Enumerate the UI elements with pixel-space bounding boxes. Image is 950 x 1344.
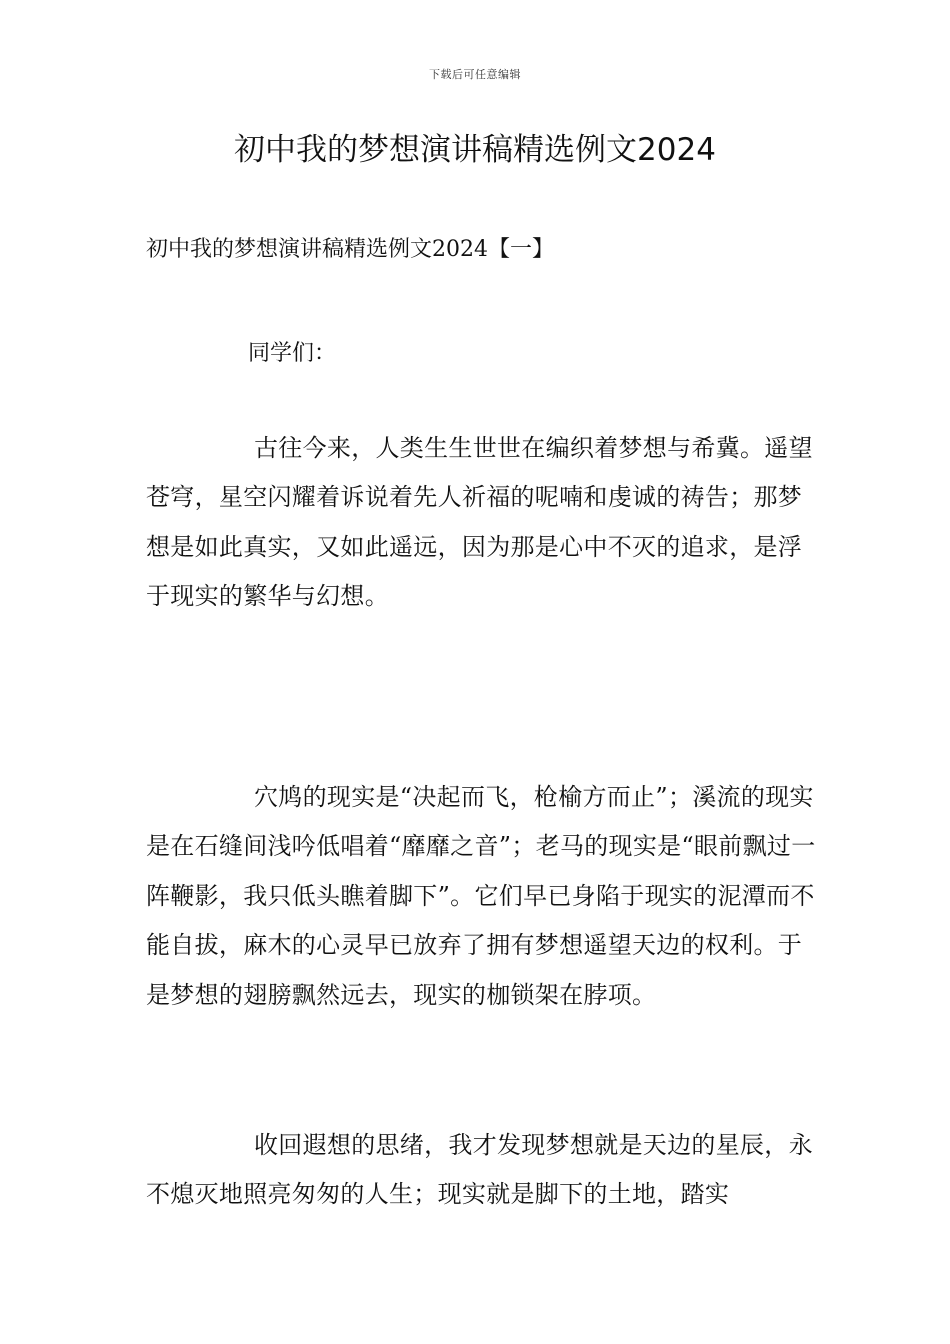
greeting-line: 同学们： [248, 341, 337, 366]
document-title: 初中我的梦想演讲稿精选例文2024 [234, 132, 716, 168]
section-subheading: 初中我的梦想演讲稿精选例文2024【一】 [146, 237, 554, 262]
paragraph-2: 穴鸠的现实是“决起而飞，枪榆方而止”；溪流的现实是在石缝间浅吟低唱着“靡靡之音”；老马的现实是“眼前飘过一阵鞭影，我只低头瞧着脚下”。它们早已身陷于现实的泥潭而不能自拔，麻木的心灵早已放弃了拥有梦想遥望天边的权利。于是梦想的翅膀飘然远去，现实的枷锁架在脖项。 [146, 783, 816, 1009]
page-header-note: 下载后可任意编辑 [429, 68, 521, 81]
paragraph-1: 古往今来，人类生生世世在编织着梦想与希冀。遥望苍穹，星空闪耀着诉说着先人祈福的呢喃和虔诚的祷告；那梦想是如此真实，又如此遥远，因为那是心中不灭的追求，是浮于现实的繁华与幻想。 [146, 434, 813, 611]
paragraph-3: 收回遐想的思绪，我才发现梦想就是天边的星辰，永不熄灭地照亮匆匆的人生；现实就是脚下的土地，踏实 [146, 1131, 813, 1209]
